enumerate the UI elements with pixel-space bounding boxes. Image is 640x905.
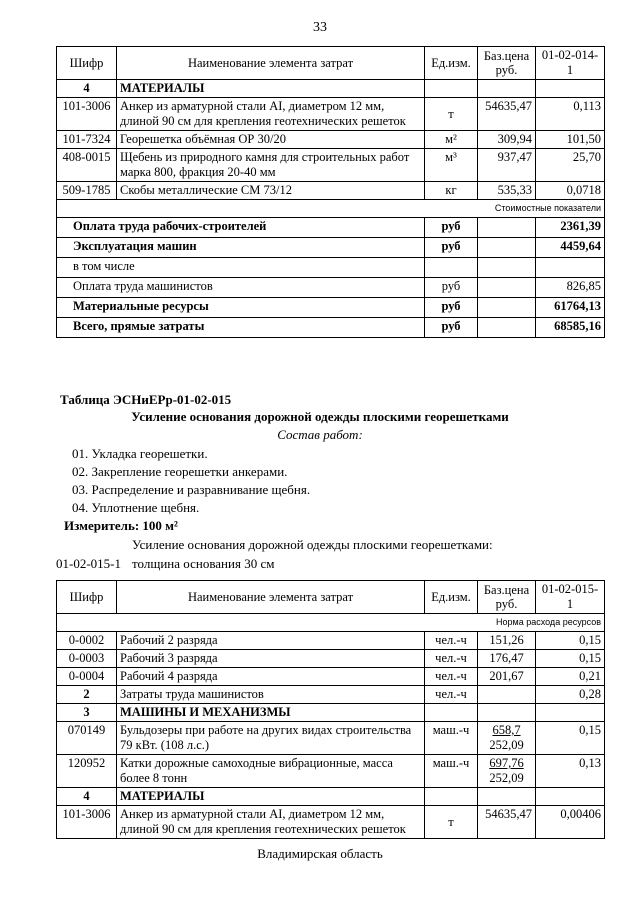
table-row: 101-7324 Георешетка объёмная ОР 30/20 м² 309,94 101,50 (57, 131, 605, 149)
table-title: Таблица ЭСНиЕРр-01-02-015 (60, 392, 232, 407)
materials-table (56, 46, 605, 338)
table-row: 3 МАШИНЫ И МЕХАНИЗМЫ (57, 704, 605, 722)
totals-row: Материальные ресурсы руб 61764,13 (57, 298, 605, 318)
work-composition-label: Состав работ: (277, 427, 363, 442)
table-row: 120952 Катки дорожные самоходные вибрационные, масса более 8 тонн маш.-ч 697,76 252,09 0,13 (57, 755, 605, 788)
header-code: Шифр (57, 581, 117, 614)
header-item: 01-02-014-1 (536, 47, 605, 80)
header-unit: Ед.изм. (425, 581, 478, 614)
totals-row: в том числе (57, 258, 605, 278)
table-row: 0-0004 Рабочий 4 разряда чел.-ч 201,67 0,21 (57, 668, 605, 686)
header-price: Баз.цена руб. (478, 581, 536, 614)
header-unit: Ед.изм. (425, 47, 478, 80)
header-code: Шифр (57, 47, 117, 80)
footer-region: Владимирская область (257, 846, 383, 861)
totals-row: Оплата труда машинистов руб 826,85 (57, 278, 605, 298)
work-item: 01. Укладка георешетки. (72, 446, 208, 461)
totals-row: Всего, прямые затраты руб 68585,16 (57, 318, 605, 338)
totals-row: Оплата труда рабочих-строителей руб 2361,39 (57, 218, 605, 238)
work-item: 02. Закрепление георешетки анкерами. (72, 464, 288, 479)
table-row: 4 МАТЕРИАЛЫ (57, 788, 605, 806)
totals-row: Эксплуатация машин руб 4459,64 (57, 238, 605, 258)
table-header-row (57, 47, 605, 80)
item-text: толщина основания 30 см (132, 556, 275, 571)
header-item: 01-02-015-1 (536, 581, 605, 614)
work-item: 03. Распределение и разравнивание щебня. (72, 482, 311, 497)
table-row: 101-3006 Анкер из арматурной стали AI, диаметром 12 мм, длиной 90 см для крепления геотехнических решеток т 54635,47 0,00406 (57, 806, 605, 839)
item-code: 01-02-015-1 (56, 556, 121, 571)
table-row: 0-0003 Рабочий 3 разряда чел.-ч 176,47 0,15 (57, 650, 605, 668)
table-row: 408-0015 Щебень из природного камня для строительных работ марка 800, фракция 20-40 мм м³ 937,47 25,70 (57, 149, 605, 182)
norm-label-row: Норма расхода ресурсов (57, 614, 605, 632)
resource-norms-table (56, 580, 605, 839)
table-row: 101-3006 Анкер из арматурной стали AI, диаметром 12 мм, длиной 90 см для крепления геотехнических решеток т 54635,47 0,113 (57, 98, 605, 131)
table-row: 4 МАТЕРИАЛЫ (57, 80, 605, 98)
header-name: Наименование элемента затрат (117, 47, 425, 80)
header-price: Баз.цена руб. (478, 47, 536, 80)
table-row: 0-0002 Рабочий 2 разряда чел.-ч 151,26 0,15 (57, 632, 605, 650)
work-item: 04. Уплотнение щебня. (72, 500, 200, 515)
table-row: 070149 Бульдозеры при работе на других видах строительства 79 кВт. (108 л.с.) маш.-ч 658,7 252,09 0,15 (57, 722, 605, 755)
indicators-row: Стоимостные показатели (57, 200, 605, 218)
page-number: 33 (313, 20, 327, 35)
header-name: Наименование элемента затрат (117, 581, 425, 614)
measure-unit: Измеритель: 100 м² (64, 518, 178, 533)
table-row: 2 Затраты труда машинистов чел.-ч 0,28 (57, 686, 605, 704)
section-subtitle: Усиление основания дорожной одежды плоскими георешетками (131, 409, 509, 424)
work-description: Усиление основания дорожной одежды плоскими георешетками: (132, 537, 493, 552)
table-row: 509-1785 Скобы металлические СМ 73/12 кг 535,33 0,0718 (57, 182, 605, 200)
table-header-row (57, 581, 605, 614)
